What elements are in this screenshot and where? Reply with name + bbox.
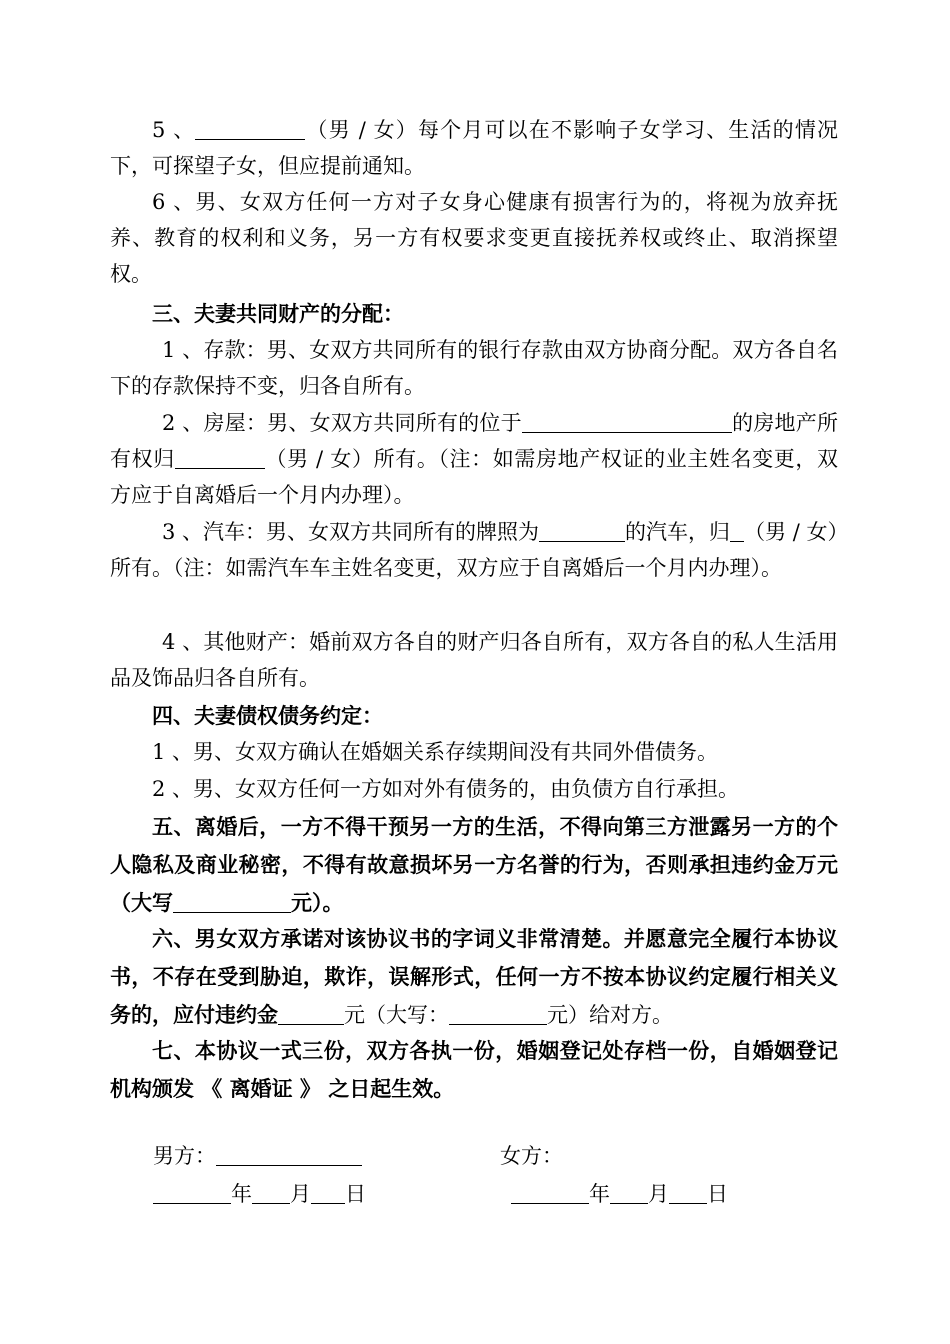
penalty-amount-blank[interactable] [278,1002,344,1025]
house-text-1: 2 、房屋：男、女双方共同所有的位于 [162,411,522,435]
female-year-label: 年 [589,1182,610,1206]
house-text-2: 的房地产所有权归 [110,411,839,471]
section-5-end: 元）。 [291,890,344,915]
female-day-blank[interactable] [669,1181,707,1204]
section-6 [110,920,838,1034]
section-4-heading: 四、夫妻债权债务约定： [152,703,383,728]
section-3-item-3 [110,514,838,586]
car-text-1: 3 、汽车：男、女双方共同所有的牌照为 [162,520,540,544]
male-year-label: 年 [231,1182,252,1206]
male-label: 男方： [153,1144,216,1168]
clause-5-blank[interactable] [195,117,305,140]
male-year-blank[interactable] [153,1181,231,1204]
male-month-blank[interactable] [252,1181,290,1204]
car-text-2: 的汽车，归 [625,520,731,544]
section-4-item-1: 1 、男、女双方确认在婚姻关系存续期间没有共同外借债务。 [152,740,719,764]
male-date [153,1176,366,1212]
section-3-heading: 三、夫妻共同财产的分配： [152,301,404,326]
female-label: 女方： [500,1144,563,1168]
clause-5 [110,112,838,184]
house-owner-blank[interactable] [175,446,265,469]
section-4-item-2: 2 、男、女双方任何一方如对外有债务的，由负债方自行承担。 [152,777,740,801]
female-year-blank[interactable] [511,1181,589,1204]
male-day-blank[interactable] [311,1181,345,1204]
female-date [511,1176,728,1212]
female-month-blank[interactable] [610,1181,648,1204]
section-6-text: 六、男女双方承诺对该协议书的字词义非常清楚。并愿意完全履行本协议书，不存在受到胁迫，欺诈，误解形式，任何一方不按本协议约定履行相关义务的，应付违约金 [110,926,838,1027]
section-3-item-4: 4 、其他财产：婚前双方各自的财产归各自所有，双方各自的私人生活用品及饰品归各自所有。 [110,630,838,690]
section-5 [110,808,838,922]
section-6-mid: 元（大写： [344,1003,449,1027]
car-owner-blank[interactable] [730,519,744,542]
female-month-label: 月 [648,1182,669,1206]
car-plate-blank[interactable] [539,519,625,542]
clause-5-number: 5 、 [152,118,196,142]
male-signature [153,1138,362,1174]
male-day-label: 日 [345,1182,366,1206]
female-signature [500,1138,563,1174]
female-day-label: 日 [707,1182,728,1206]
section-3-item-2 [110,405,838,513]
section-5-text: 五、离婚后，一方不得干预另一方的生活，不得向第三方泄露另一方的个人隐私及商业秘密，不得有故意损坏另一方名誉的行为，否则承担违约金万元（大写 [110,814,838,915]
male-month-label: 月 [290,1182,311,1206]
penalty-uppercase-blank-2[interactable] [449,1002,547,1025]
section-6-end: 元）给对方。 [547,1003,673,1027]
house-location-blank[interactable] [522,410,732,433]
male-signature-blank[interactable] [216,1143,362,1166]
clause-5-text: （男 / 女）每个月可以在不影响子女学习、生活的情况下，可探望子女，但应提前通知。 [110,118,838,178]
house-text-3: （男 / 女）所有。（注：如需房地产权证的业主姓名变更，双方应于自离婚后一个月内办理）。 [110,447,839,507]
section-7: 七、本协议一式三份，双方各执一份，婚姻登记处存档一份，自婚姻登记机构颁发 《 离婚证 》 之日起生效。 [110,1038,838,1101]
section-3-item-1: 1 、存款：男、女双方共同所有的银行存款由双方协商分配。双方各自名下的存款保持不变，归各自所有。 [110,338,838,398]
clause-6: 6 、男、女双方任何一方对子女身心健康有损害行为的，将视为放弃抚养、教育的权利和义务，另一方有权要求变更直接抚养权或终止、取消探望权。 [110,190,838,286]
penalty-uppercase-blank[interactable] [173,890,291,913]
car-text-3: （男 / 女）所有。（注：如需汽车车主姓名变更，双方应于自离婚后一个月内办理）。 [110,520,838,580]
